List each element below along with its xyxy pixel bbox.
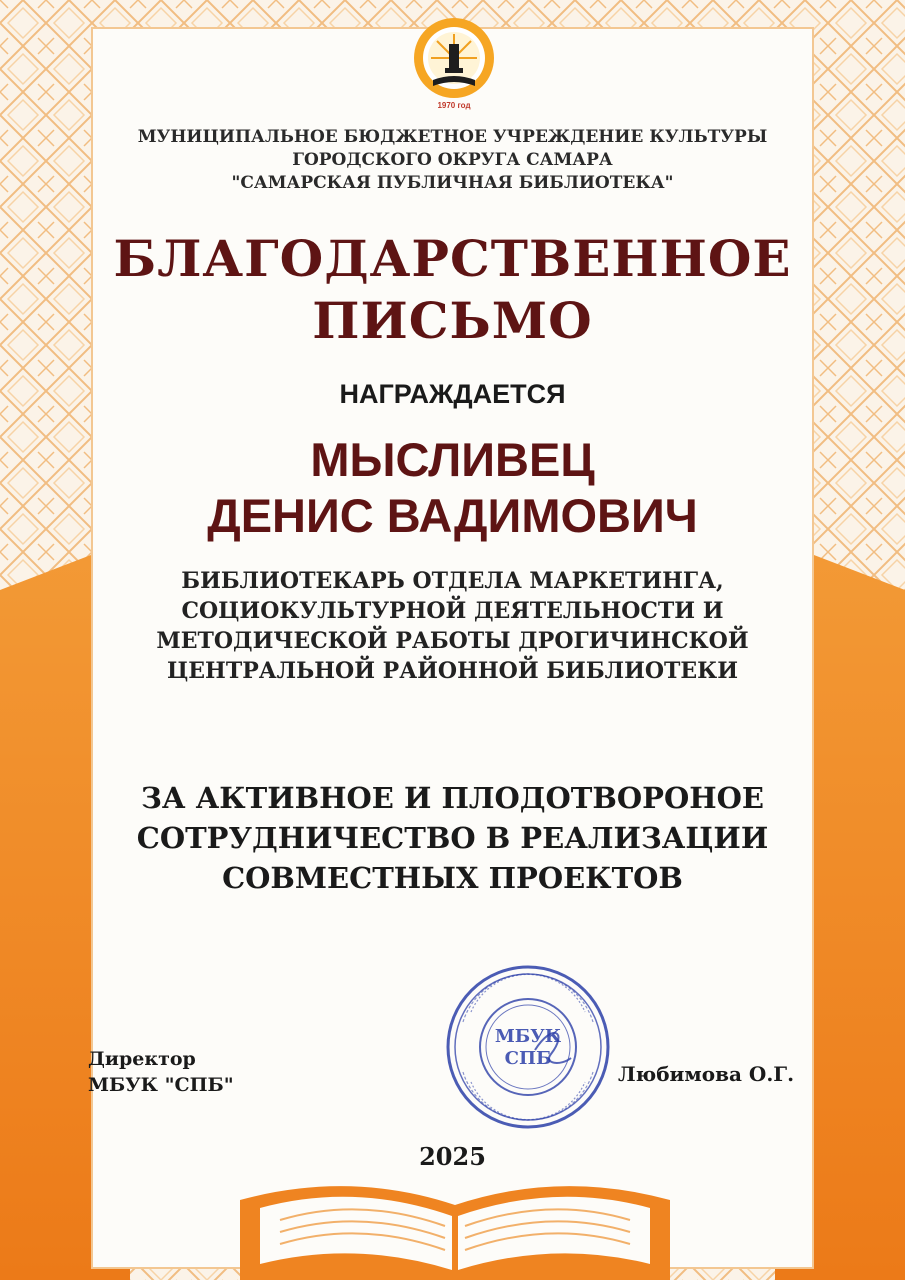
reason-line-3: СОВМЕСТНЫХ ПРОЕКТОВ bbox=[222, 861, 683, 895]
signer-role-line-1: Директор bbox=[88, 1048, 196, 1070]
position-line-2: СОЦИОКУЛЬТУРНОЙ ДЕЯТЕЛЬНОСТИ И bbox=[181, 598, 724, 624]
position-line-4: ЦЕНТРАЛЬНОЙ РАЙОННОЙ БИБЛИОТЕКИ bbox=[167, 658, 738, 684]
seal-center-line-1: МБУК bbox=[494, 1026, 562, 1047]
position-line-1: БИБЛИОТЕКАРЬ ОТДЕЛА МАРКЕТИНГА, bbox=[181, 568, 724, 594]
recipient-position bbox=[0, 566, 905, 686]
title-line-2: ПИСЬМО bbox=[312, 291, 593, 350]
signer-role bbox=[88, 1046, 234, 1098]
organization-line-3: "САМАРСКАЯ ПУБЛИЧНАЯ БИБЛИОТЕКА" bbox=[231, 173, 674, 193]
document-title bbox=[0, 228, 905, 352]
signer-role-line-2: МБУК "СПБ" bbox=[88, 1074, 234, 1096]
reason-line-1: ЗА АКТИВНОЕ И ПЛОДОТВОРОНОЕ bbox=[140, 781, 764, 815]
library-logo bbox=[411, 14, 497, 112]
reason-line-2: СОТРУДНИЧЕСТВО В РЕАЛИЗАЦИИ bbox=[136, 821, 769, 855]
logo-year-text: 1970 год bbox=[437, 101, 471, 110]
recipient-name bbox=[0, 432, 905, 544]
recipient-given-names: ДЕНИС ВАДИМОВИЧ bbox=[207, 489, 698, 542]
organization-name bbox=[0, 126, 905, 195]
organization-line-2: ГОРОДСКОГО ОКРУГА САМАРА bbox=[292, 150, 613, 170]
signer-name: Любимова О.Г. bbox=[618, 1062, 795, 1086]
year: 2025 bbox=[419, 1142, 486, 1171]
official-seal bbox=[443, 962, 613, 1132]
title-line-1: БЛАГОДАРСТВЕННОЕ bbox=[113, 229, 792, 288]
recipient-surname: МЫСЛИВЕЦ bbox=[310, 433, 595, 486]
award-reason bbox=[0, 778, 905, 898]
awarded-label: НАГРАЖДАЕТСЯ bbox=[339, 379, 566, 409]
open-book-illustration bbox=[240, 1160, 670, 1280]
position-line-3: МЕТОДИЧЕСКОЙ РАБОТЫ ДРОГИЧИНСКОЙ bbox=[156, 628, 749, 654]
seal-center-line-2: СПБ bbox=[504, 1048, 552, 1069]
organization-line-1: МУНИЦИПАЛЬНОЕ БЮДЖЕТНОЕ УЧРЕЖДЕНИЕ КУЛЬТУРЫ bbox=[137, 127, 768, 147]
